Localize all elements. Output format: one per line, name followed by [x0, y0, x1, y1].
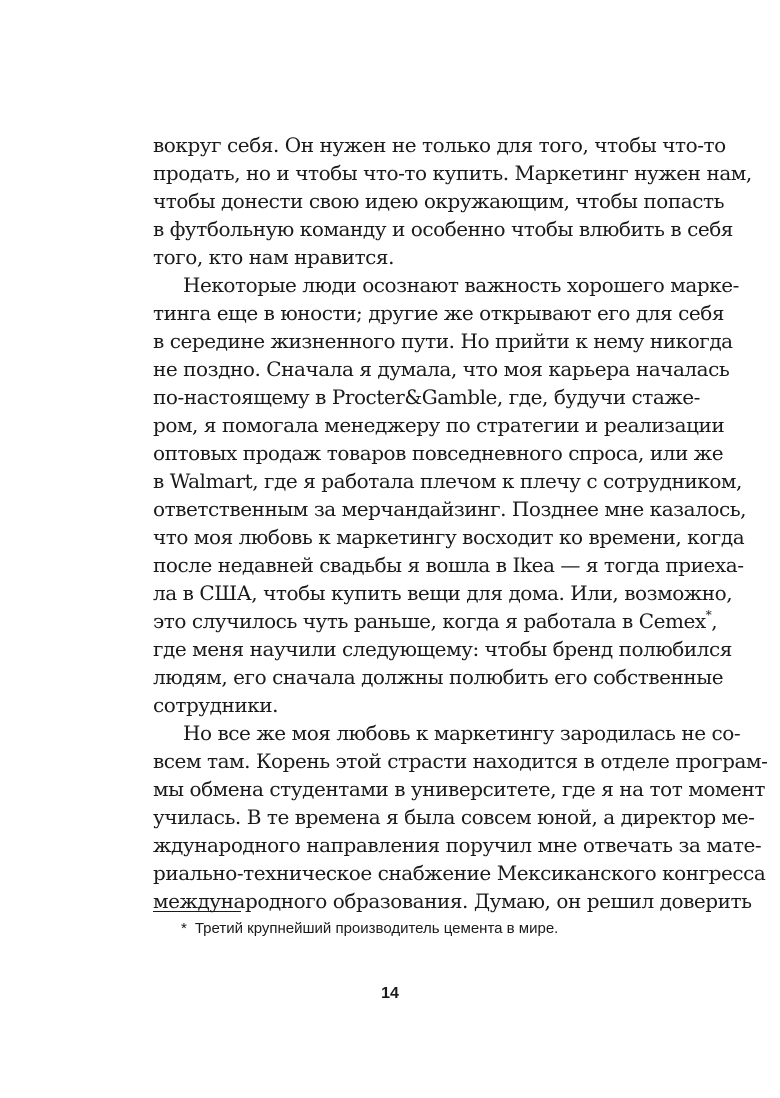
body-line: Некоторые люди осознают важность хорошего марке-	[183, 273, 739, 297]
body-line: тинга еще в юности; другие же открывают его для себя	[153, 301, 725, 325]
body-line: того, кто нам нравится.	[153, 245, 395, 269]
body-line: оптовых продаж товаров повседневного спроса, или же	[153, 441, 724, 465]
footnote-reference: *	[705, 608, 712, 622]
body-line-text: это случилось чуть раньше, когда я работала в Cemex	[153, 609, 706, 633]
body-line: Но все же моя любовь к маркетингу зародилась не со-	[183, 721, 741, 745]
body-line: международного образования. Думаю, он решил доверить	[153, 889, 752, 913]
body-line: всем там. Корень этой страсти находится в отделе програм-	[153, 749, 768, 773]
body-line: сотрудники.	[153, 693, 279, 717]
body-line: после недавней свадьбы я вошла в Ikea — я тогда приеха-	[153, 553, 744, 577]
body-line: мы обмена студентами в университете, где я на тот момент	[153, 777, 765, 801]
body-line: ром, я помогала менеджеру по стратегии и реализации	[153, 413, 725, 437]
body-line-with-footnote: это случилось чуть раньше, когда я работала в Cemex*,	[153, 608, 718, 633]
body-line: людям, его сначала должны полюбить его собственные	[153, 665, 724, 689]
footnote-marker: *	[181, 920, 187, 937]
body-line: ла в США, чтобы купить вещи для дома. Или, возможно,	[153, 581, 733, 605]
body-line: ждународного направления поручил мне отвечать за мате-	[153, 833, 762, 857]
body-line: где меня научили следующему: чтобы бренд полюбился	[153, 637, 732, 661]
body-line: продать, но и чтобы что-то купить. Маркетинг нужен нам,	[153, 161, 752, 185]
body-line: в Walmart, где я работала плечом к плечу с сотрудником,	[153, 469, 742, 493]
body-line: ответственным за мерчандайзинг. Позднее мне казалось,	[153, 497, 747, 521]
footnote-divider	[153, 911, 241, 912]
footnote-text: Третий крупнейший производитель цемента в мире.	[194, 920, 559, 937]
body-line: чтобы донести свою идею окружающим, чтобы попасть	[153, 189, 725, 213]
body-line: в футбольную команду и особенно чтобы влюбить в себя	[153, 217, 733, 241]
body-line: вокруг себя. Он нужен не только для того, чтобы что-то	[153, 133, 726, 157]
body-line: риально-техническое снабжение Мексиканского конгресса	[153, 861, 766, 885]
body-line: в середине жизненного пути. Но прийти к нему никогда	[153, 329, 733, 353]
page-number: 14	[381, 985, 399, 1002]
body-line: что моя любовь к маркетингу восходит ко времени, когда	[153, 525, 745, 549]
body-line: училась. В те времена я была совсем юной, а директор ме-	[153, 805, 755, 829]
body-line: не поздно. Сначала я думала, что моя карьера началась	[153, 357, 730, 381]
body-line: по-настоящему в Procter&Gamble, где, будучи стаже-	[153, 385, 700, 409]
footnote	[181, 918, 558, 940]
